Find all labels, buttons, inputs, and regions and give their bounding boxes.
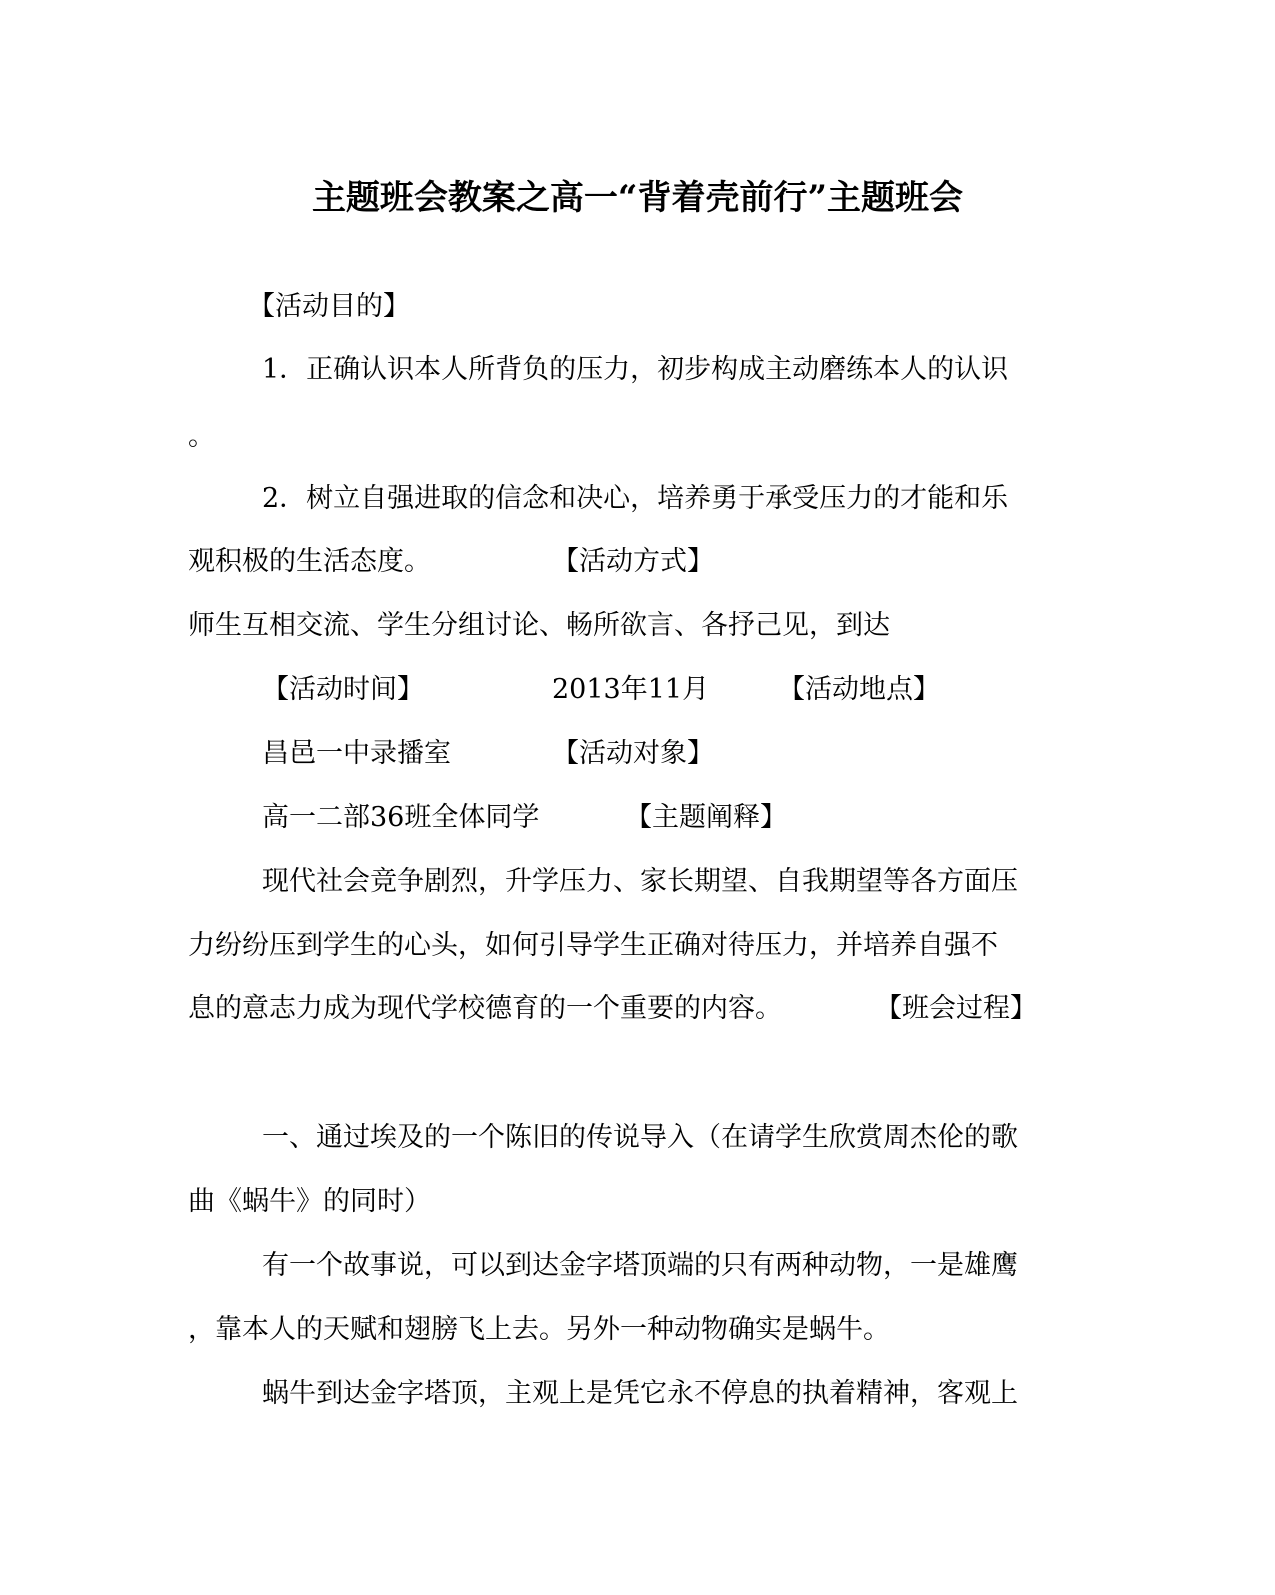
purpose-heading: 【活动目的】	[248, 291, 410, 322]
snail-line1: 蜗牛到达金字塔顶，主观上是凭它永不停息的执着精神，客观上	[262, 1378, 1018, 1409]
story-line2: ，靠本人的天赋和翅膀飞上去。另外一种动物确实是蜗牛。	[188, 1314, 890, 1345]
document-title: 主题班会教案之高一“背着壳前行”主题班会	[311, 178, 964, 218]
place-heading: 【活动地点】	[778, 674, 940, 705]
target-heading: 【活动对象】	[552, 738, 714, 769]
item2-line1: 2．树立自强进取的信念和决心，培养勇于承受压力的才能和乐	[262, 483, 1009, 514]
theme-line1: 现代社会竞争剧烈，升学压力、家长期望、自我期望等各方面压	[262, 866, 1018, 897]
time-value: 2013年11月	[552, 674, 710, 705]
item1-line2: 。	[188, 421, 215, 452]
process-heading: 【班会过程】	[875, 993, 1037, 1024]
time-heading: 【活动时间】	[262, 674, 424, 705]
theme-heading: 【主题阐释】	[625, 802, 787, 833]
place-value: 昌邑一中录播室	[262, 738, 451, 769]
theme-line2: 力纷纷压到学生的心头，如何引导学生正确对待压力，并培养自强不	[188, 930, 998, 961]
item2-line2: 观积极的生活态度。	[188, 546, 431, 577]
item1-line1: 1．正确认识本人所背负的压力，初步构成主动磨练本人的认识	[262, 354, 1009, 385]
method-heading: 【活动方式】	[552, 546, 714, 577]
method-text: 师生互相交流、学生分组讨论、畅所欲言、各抒己见，到达	[188, 610, 890, 641]
target-value: 高一二部36班全体同学	[262, 802, 540, 833]
theme-line3: 息的意志力成为现代学校德育的一个重要的内容。	[188, 993, 782, 1024]
section1-line2: 曲《蜗牛》的同时）	[188, 1186, 431, 1217]
section1-line1: 一、通过埃及的一个陈旧的传说导入（在请学生欣赏周杰伦的歌	[262, 1122, 1018, 1153]
story-line1: 有一个故事说，可以到达金字塔顶端的只有两种动物，一是雄鹰	[262, 1250, 1018, 1281]
